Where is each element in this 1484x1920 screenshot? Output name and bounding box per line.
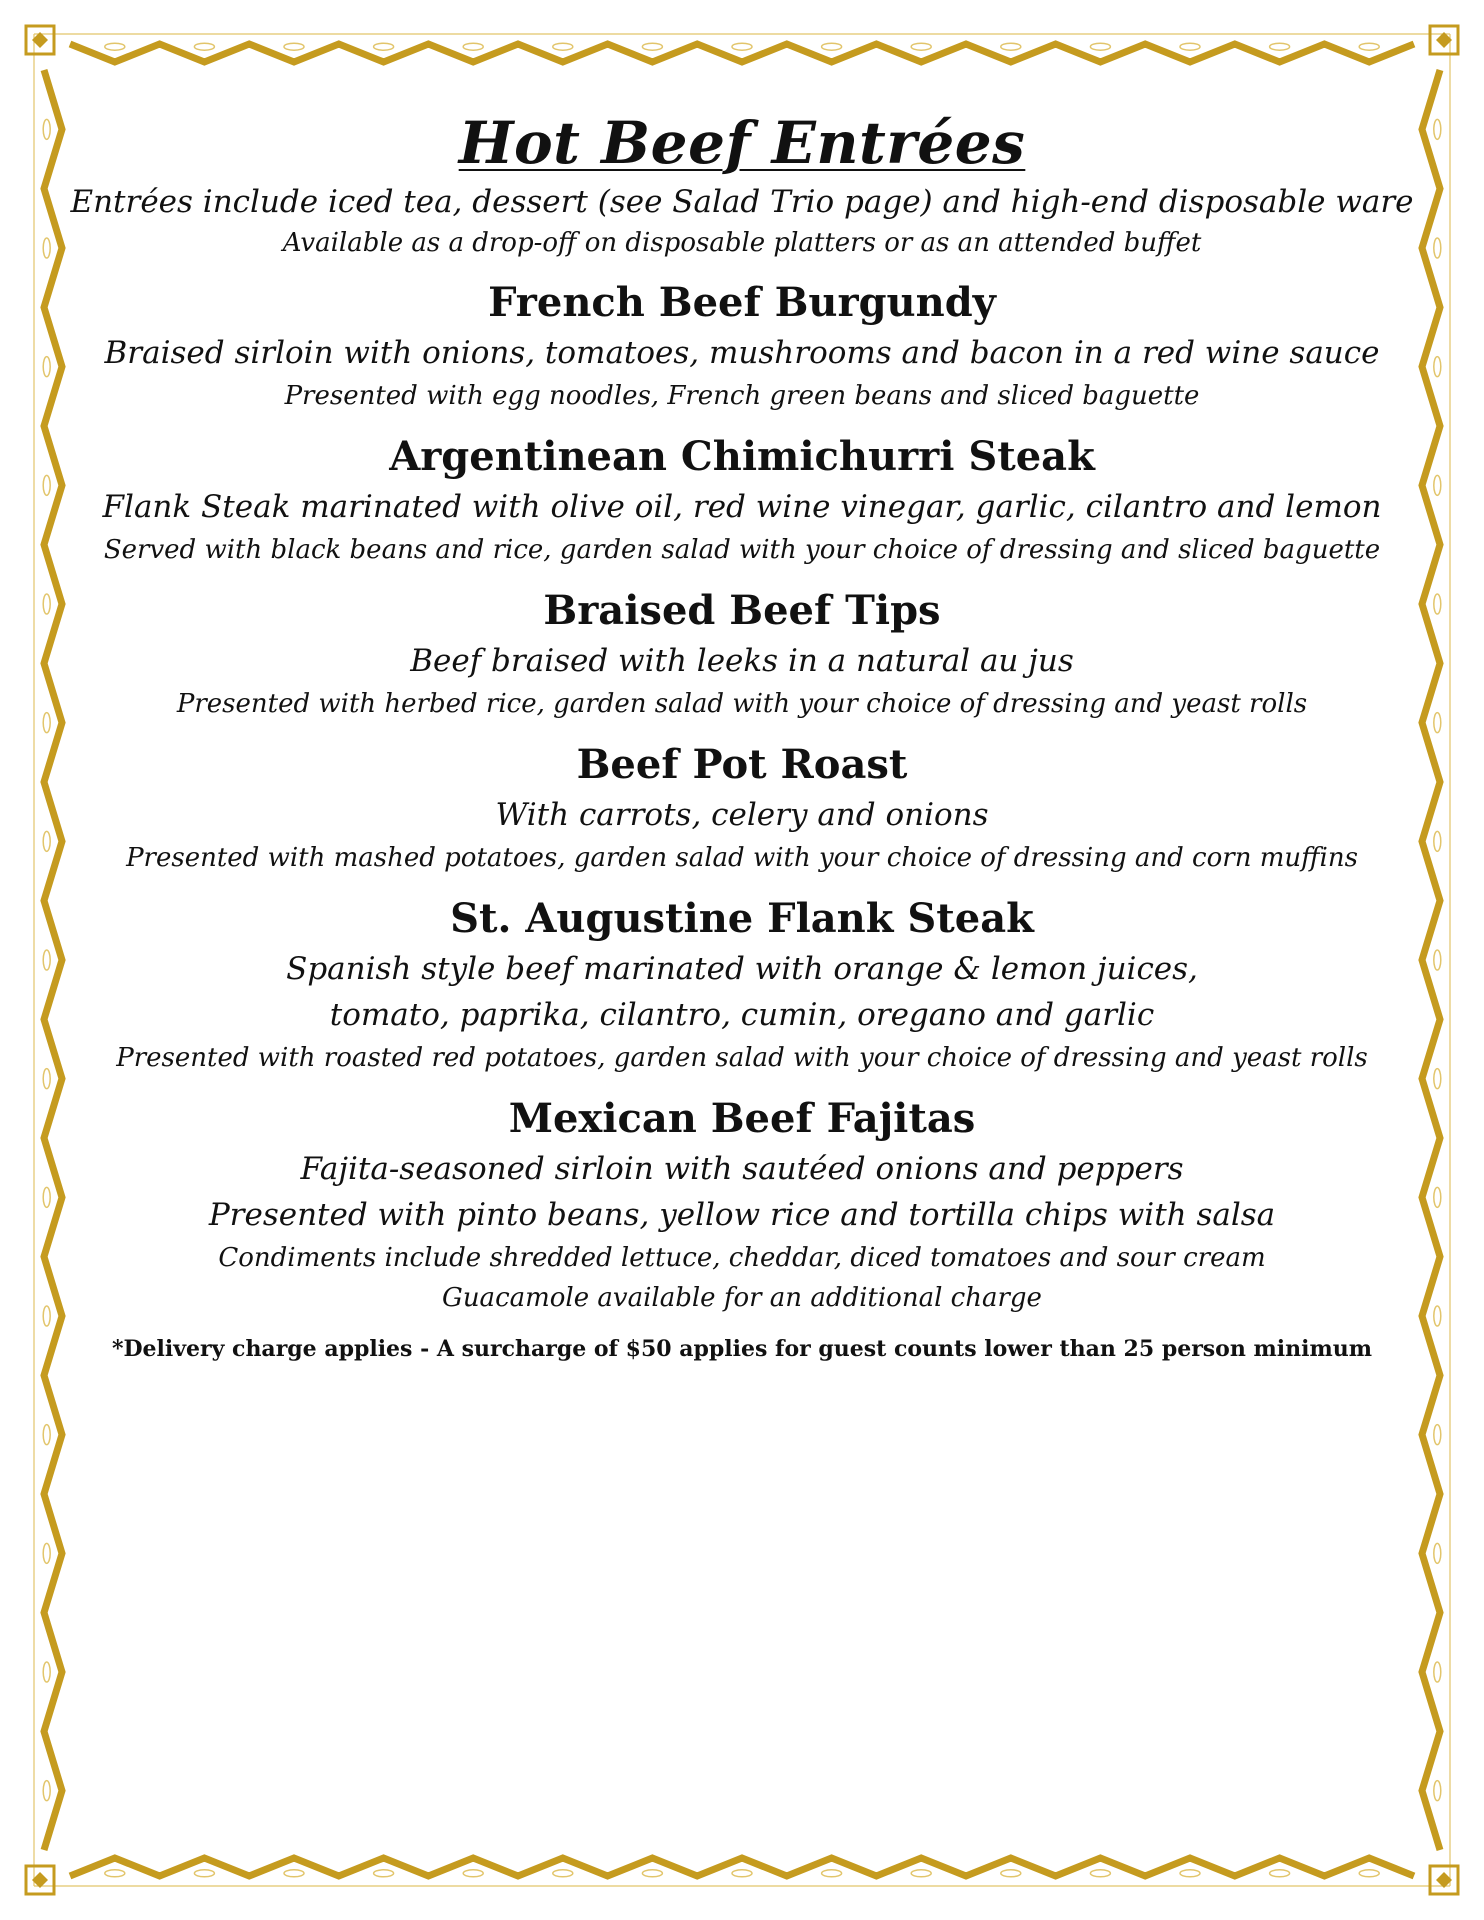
item-sides: Guacamole available for an additional charge bbox=[442, 1282, 1042, 1313]
border-ornament bbox=[822, 43, 842, 50]
menu-item bbox=[70, 276, 1414, 416]
item-sides: Condiments include shredded lettuce, cheddar, diced tomatoes and sour cream bbox=[218, 1242, 1266, 1273]
border-ornament bbox=[1434, 831, 1441, 851]
border-ornament bbox=[105, 1870, 125, 1877]
border-ornament bbox=[1434, 1069, 1441, 1089]
border-ornament bbox=[43, 594, 50, 614]
menu-page bbox=[70, 109, 1414, 1366]
item-description: tomato, paprika, cilantro, cumin, oregano and garlic bbox=[329, 996, 1155, 1033]
item-description: Spanish style beef marinated with orange & lemon juices, bbox=[286, 950, 1198, 987]
border-ornament bbox=[1180, 43, 1200, 50]
border-ornament bbox=[732, 43, 752, 50]
border-ornament bbox=[284, 43, 304, 50]
border-ornament bbox=[43, 1425, 50, 1445]
border-ornament bbox=[911, 43, 931, 50]
item-sides: Presented with herbed rice, garden salad with your choice of dressing and yeast rolls bbox=[176, 688, 1308, 719]
menu-item bbox=[70, 430, 1414, 570]
border-ornament bbox=[105, 43, 125, 50]
item-sides: Presented with mashed potatoes, garden salad with your choice of dressing and corn muffins bbox=[126, 842, 1358, 873]
border-ornament bbox=[43, 1662, 50, 1682]
border-ornament bbox=[284, 1870, 304, 1877]
item-description: Flank Steak marinated with olive oil, red wine vinegar, garlic, cilantro and lemon bbox=[102, 488, 1382, 525]
border-ornament bbox=[43, 357, 50, 377]
border-ornament bbox=[1434, 1187, 1441, 1207]
border-ornament bbox=[1434, 950, 1441, 970]
item-description: Beef braised with leeks in a natural au jus bbox=[410, 642, 1074, 679]
border-ornament bbox=[43, 119, 50, 139]
border-ornament bbox=[1434, 1662, 1441, 1682]
border-ornament bbox=[43, 1781, 50, 1801]
footnote: *Delivery charge applies - A surcharge of $50 applies for guest counts lower than 25 person minimum bbox=[111, 1335, 1373, 1362]
border-ornament bbox=[43, 950, 50, 970]
item-name: Mexican Beef Fajitas bbox=[508, 1094, 976, 1142]
border-ornament bbox=[1090, 1870, 1110, 1877]
border-ornament bbox=[43, 831, 50, 851]
border-ornament bbox=[911, 1870, 931, 1877]
intro-line-1: Entrées include iced tea, dessert (see Salad Trio page) and high-end disposable ware bbox=[70, 183, 1414, 220]
item-sides: Presented with roasted red potatoes, garden salad with your choice of dressing and yeast rolls bbox=[116, 1042, 1368, 1073]
border-ornament bbox=[642, 1870, 662, 1877]
border-ornament bbox=[463, 43, 483, 50]
border-zigzag bbox=[44, 70, 62, 1850]
border-ornament bbox=[1434, 238, 1441, 258]
border-ornament bbox=[43, 1306, 50, 1326]
border-ornament bbox=[822, 1870, 842, 1877]
item-description: With carrots, celery and onions bbox=[495, 796, 989, 833]
item-description: Braised sirloin with onions, tomatoes, mushrooms and bacon in a red wine sauce bbox=[104, 334, 1380, 371]
border-ornament bbox=[1180, 1870, 1200, 1877]
item-sides: Served with black beans and rice, garden salad with your choice of dressing and sliced baguette bbox=[103, 534, 1381, 565]
border-ornament bbox=[642, 43, 662, 50]
border-ornament bbox=[43, 475, 50, 495]
border-ornament bbox=[194, 1870, 214, 1877]
border-ornament bbox=[43, 713, 50, 733]
page-title: Hot Beef Entrées bbox=[458, 109, 1026, 177]
border-ornament bbox=[553, 1870, 573, 1877]
border-zigzag bbox=[70, 1858, 1414, 1876]
border-ornament bbox=[1434, 119, 1441, 139]
border-ornament bbox=[374, 43, 394, 50]
border-zigzag bbox=[70, 44, 1414, 62]
border-ornament bbox=[1434, 475, 1441, 495]
border-ornament bbox=[1090, 43, 1110, 50]
border-ornament bbox=[43, 1543, 50, 1563]
menu-item bbox=[70, 892, 1414, 1078]
border-zigzag bbox=[1422, 70, 1440, 1850]
border-ornament bbox=[553, 43, 573, 50]
border-ornament bbox=[732, 1870, 752, 1877]
item-name: French Beef Burgundy bbox=[488, 278, 996, 326]
border-ornament bbox=[43, 238, 50, 258]
border-ornament bbox=[1001, 43, 1021, 50]
border-ornament bbox=[1270, 1870, 1290, 1877]
border-ornament bbox=[194, 43, 214, 50]
border-ornament bbox=[374, 1870, 394, 1877]
item-name: Beef Pot Roast bbox=[576, 740, 908, 788]
border-ornament bbox=[1434, 594, 1441, 614]
border-ornament bbox=[1434, 1425, 1441, 1445]
item-sides: Presented with egg noodles, French green beans and sliced baguette bbox=[284, 380, 1200, 411]
menu-item bbox=[70, 738, 1414, 878]
border-ornament bbox=[1434, 1306, 1441, 1326]
border-ornament bbox=[1434, 1543, 1441, 1563]
border-ornament bbox=[1434, 1781, 1441, 1801]
border-ornament bbox=[1001, 1870, 1021, 1877]
border-ornament bbox=[1270, 43, 1290, 50]
border-ornament bbox=[1434, 357, 1441, 377]
border-ornament bbox=[1359, 43, 1379, 50]
item-name: Argentinean Chimichurri Steak bbox=[389, 432, 1095, 480]
item-name: Braised Beef Tips bbox=[543, 586, 941, 634]
border-ornament bbox=[463, 1870, 483, 1877]
item-description: Fajita-seasoned sirloin with sautéed onions and peppers bbox=[300, 1150, 1184, 1187]
menu-item bbox=[70, 584, 1414, 724]
border-ornament bbox=[43, 1069, 50, 1089]
border-ornament bbox=[1359, 1870, 1379, 1877]
intro-line-2: Available as a drop-off on disposable platters or as an attended buffet bbox=[282, 227, 1202, 258]
border-ornament bbox=[43, 1187, 50, 1207]
item-name: St. Augustine Flank Steak bbox=[450, 894, 1034, 942]
border-ornament bbox=[1434, 713, 1441, 733]
menu-item bbox=[70, 1092, 1414, 1318]
item-description: Presented with pinto beans, yellow rice and tortilla chips with salsa bbox=[208, 1196, 1276, 1233]
